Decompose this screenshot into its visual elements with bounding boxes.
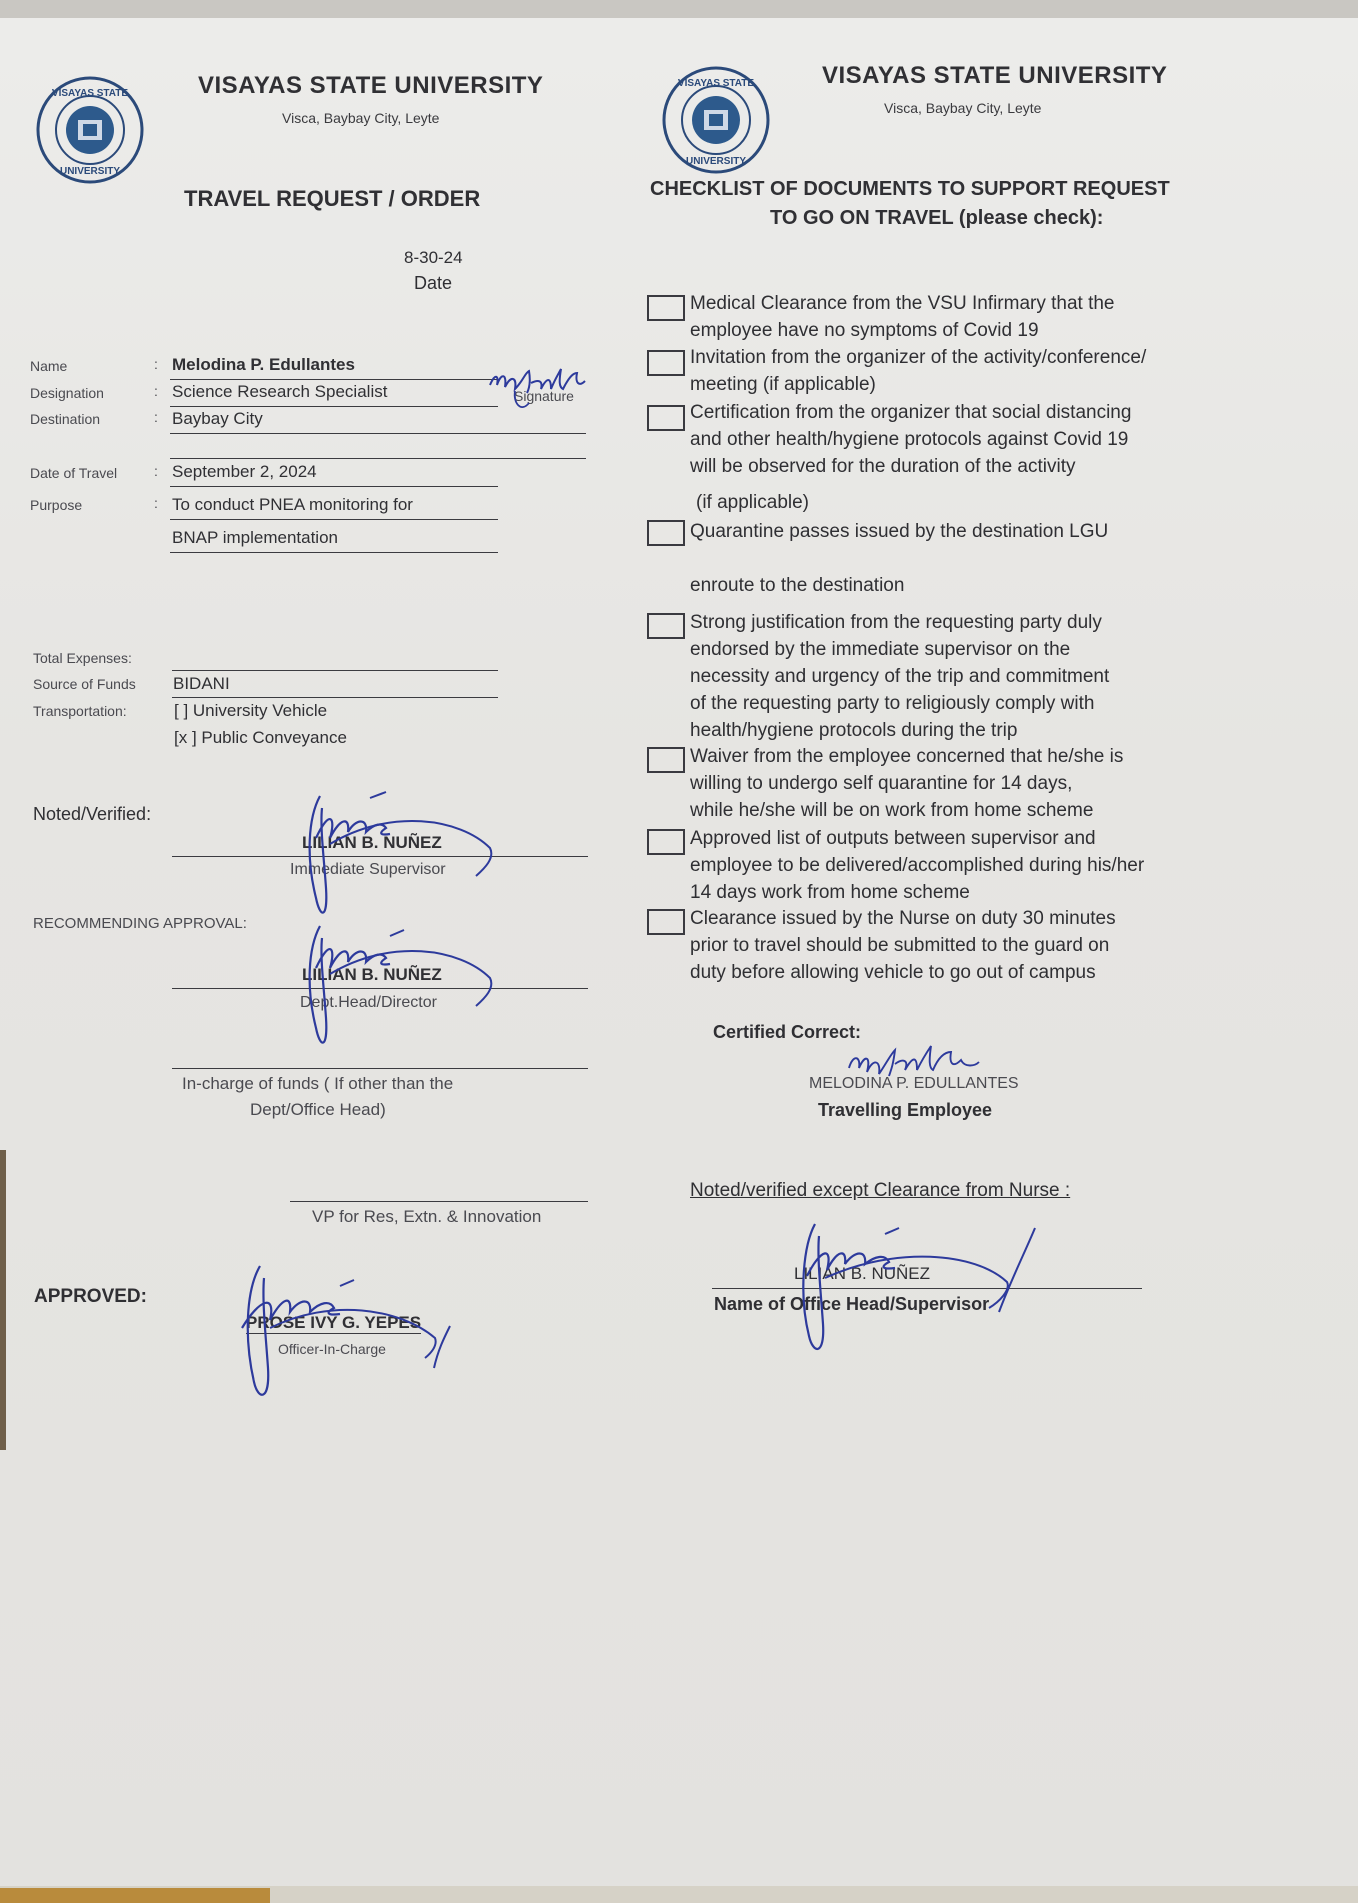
employee-name: MELODINA P. EDULLANTES	[809, 1075, 1019, 1092]
noted-except-label: Noted/verified except Clearance from Nurse :	[690, 1180, 1071, 1201]
designation-line	[170, 406, 498, 407]
transport-option-public-conveyance: [x ] Public Conveyance	[174, 728, 347, 747]
item-text: (if applicable)	[696, 492, 809, 513]
checkbox-nurse-clearance[interactable]	[647, 909, 685, 935]
noted-line	[172, 856, 588, 857]
checklist-item-2	[690, 344, 1250, 398]
recommending-approval-label: RECOMMENDING APPROVAL:	[33, 915, 247, 932]
university-address: Visca, Baybay City, Leyte	[282, 110, 440, 126]
form-sheet	[0, 18, 1358, 1888]
office-head-name: LILIAN B. NUÑEZ	[794, 1264, 931, 1283]
university-name-right: VISAYAS STATE UNIVERSITY	[822, 62, 1168, 89]
item-text: Approved list of outputs between supervisor and	[690, 828, 1096, 849]
source-of-funds-value: BIDANI	[173, 674, 230, 693]
office-head-line	[712, 1288, 1142, 1289]
certified-correct-label: Certified Correct:	[713, 1022, 862, 1042]
paper-edge-shadow	[0, 1150, 6, 1450]
purpose-underline-1	[170, 519, 498, 520]
office-head-title: Name of Office Head/Supervisor	[714, 1294, 990, 1314]
checkbox-quarantine-passes[interactable]	[647, 520, 685, 546]
svg-text:VISAYAS STATE: VISAYAS STATE	[51, 88, 129, 99]
svg-text:UNIVERSITY: UNIVERSITY	[59, 166, 121, 177]
item-text: and other health/hygiene protocols against Covid 19	[690, 429, 1129, 450]
destination-line	[170, 433, 586, 434]
checklist-item-1	[690, 290, 1250, 344]
item-text: duty before allowing vehicle to go out of campus	[690, 962, 1096, 983]
item-text: health/hygiene protocols during the trip	[690, 720, 1018, 741]
item-text: enroute to the destination	[690, 575, 905, 596]
colon: :	[154, 383, 158, 399]
colon: :	[154, 409, 158, 425]
checkbox-approved-outputs[interactable]	[647, 829, 685, 855]
date-value: 8-30-24	[404, 248, 463, 267]
name-line	[170, 379, 500, 380]
university-name: VISAYAS STATE UNIVERSITY	[198, 72, 544, 99]
item-text: Strong justification from the requesting party duly	[690, 612, 1102, 633]
checkbox-medical-clearance[interactable]	[647, 295, 685, 321]
transportation-label: Transportation:	[33, 703, 127, 719]
source-of-funds-line	[172, 697, 498, 698]
item-text: Medical Clearance from the VSU Infirmary that the	[690, 293, 1115, 314]
colon: :	[154, 495, 158, 511]
university-seal-icon	[34, 74, 146, 186]
date-of-travel-value: September 2, 2024	[172, 462, 317, 481]
noted-name: LILIAN B. NUÑEZ	[302, 833, 442, 852]
checklist-item-8	[690, 905, 1250, 986]
date-of-travel-label: Date of Travel	[30, 465, 118, 481]
colon: :	[154, 356, 158, 372]
destination-label: Destination	[30, 411, 101, 427]
vp-title: VP for Res, Extn. & Innovation	[312, 1207, 542, 1226]
checklist-item-7	[690, 825, 1250, 906]
checklist-item-3	[690, 399, 1250, 516]
recommending-name: LILIAN B. NUÑEZ	[302, 965, 442, 984]
checkbox-strong-justification[interactable]	[647, 613, 685, 639]
designation-label: Designation	[30, 385, 104, 401]
approved-label: APPROVED:	[34, 1286, 147, 1307]
noted-title: Immediate Supervisor	[290, 861, 446, 878]
purpose-line1: To conduct PNEA monitoring for	[172, 495, 413, 514]
item-text: employee have no symptoms of Covid 19	[690, 320, 1039, 341]
vp-line	[290, 1201, 588, 1202]
item-text: Clearance issued by the Nurse on duty 30 minutes	[690, 908, 1116, 929]
date-label: Date	[414, 273, 453, 293]
name-value: Melodina P. Edullantes	[172, 355, 355, 374]
item-text: of the requesting party to religiously comply with	[690, 693, 1095, 714]
checkbox-certification[interactable]	[647, 405, 685, 431]
employee-title: Travelling Employee	[818, 1100, 993, 1120]
purpose-line2: BNAP implementation	[172, 528, 338, 547]
funds-incharge-line1: In-charge of funds ( If other than the	[182, 1074, 454, 1093]
svg-text:VISAYAS STATE: VISAYAS STATE	[677, 78, 755, 89]
item-text: prior to travel should be submitted to the guard on	[690, 935, 1110, 956]
checkbox-waiver[interactable]	[647, 747, 685, 773]
destination-value: Baybay City	[172, 409, 263, 428]
background-object	[0, 1888, 270, 1903]
item-text: Certification from the organizer that social distancing	[690, 402, 1132, 423]
university-seal-icon	[660, 64, 772, 176]
item-text: willing to undergo self quarantine for 14 days,	[690, 773, 1073, 794]
funds-incharge-line	[172, 1068, 588, 1069]
checklist-title-line1: CHECKLIST OF DOCUMENTS TO SUPPORT REQUEST	[650, 178, 1170, 200]
transport-option-university-vehicle: [ ] University Vehicle	[174, 701, 328, 720]
approved-name: PROSE IVY G. YEPES	[246, 1313, 422, 1332]
approved-title: Officer-In-Charge	[278, 1341, 386, 1357]
date-of-travel-line	[170, 486, 498, 487]
item-text: necessity and urgency of the trip and commitment	[690, 666, 1110, 687]
item-text	[690, 545, 1250, 572]
checklist-item-5	[690, 609, 1250, 744]
item-text: endorsed by the immediate supervisor on the	[690, 639, 1071, 660]
signature-label: Signature	[514, 388, 574, 404]
recommending-title: Dept.Head/Director	[300, 994, 437, 1011]
colon: :	[154, 463, 158, 479]
item-text: meeting (if applicable)	[690, 374, 876, 395]
item-text: will be observed for the duration of the activity	[690, 456, 1076, 477]
office-head-signature	[785, 1216, 1045, 1366]
purpose-label: Purpose	[30, 497, 83, 513]
item-text: while he/she will be on work from home scheme	[690, 800, 1094, 821]
noted-verified-label: Noted/Verified:	[33, 804, 152, 824]
designation-value: Science Research Specialist	[172, 382, 388, 401]
total-expenses-line	[172, 670, 498, 671]
name-label: Name	[30, 358, 68, 374]
checkbox-invitation[interactable]	[647, 350, 685, 376]
item-text: Waiver from the employee concerned that he/she is	[690, 746, 1124, 767]
university-address-right: Visca, Baybay City, Leyte	[884, 100, 1042, 116]
checklist-item-4	[690, 518, 1250, 599]
destination-line-2	[170, 458, 586, 459]
item-text: Quarantine passes issued by the destination LGU	[690, 521, 1109, 542]
source-of-funds-label: Source of Funds	[33, 676, 136, 692]
form-title: TRAVEL REQUEST / ORDER	[184, 186, 481, 211]
checklist-item-6	[690, 743, 1250, 824]
item-text: Invitation from the organizer of the activity/conference/	[690, 347, 1147, 368]
funds-incharge-line2: Dept/Office Head)	[250, 1100, 386, 1119]
purpose-underline-2	[170, 552, 498, 553]
supervisor-signature	[290, 788, 500, 928]
item-text: employee to be delivered/accomplished during his/her	[690, 855, 1145, 876]
recommending-line	[172, 988, 588, 989]
checklist-title-line2: TO GO ON TRAVEL (please check):	[770, 207, 1104, 229]
svg-text:UNIVERSITY: UNIVERSITY	[685, 156, 747, 167]
total-expenses-label: Total Expenses:	[33, 650, 132, 666]
item-text: 14 days work from home scheme	[690, 882, 970, 903]
